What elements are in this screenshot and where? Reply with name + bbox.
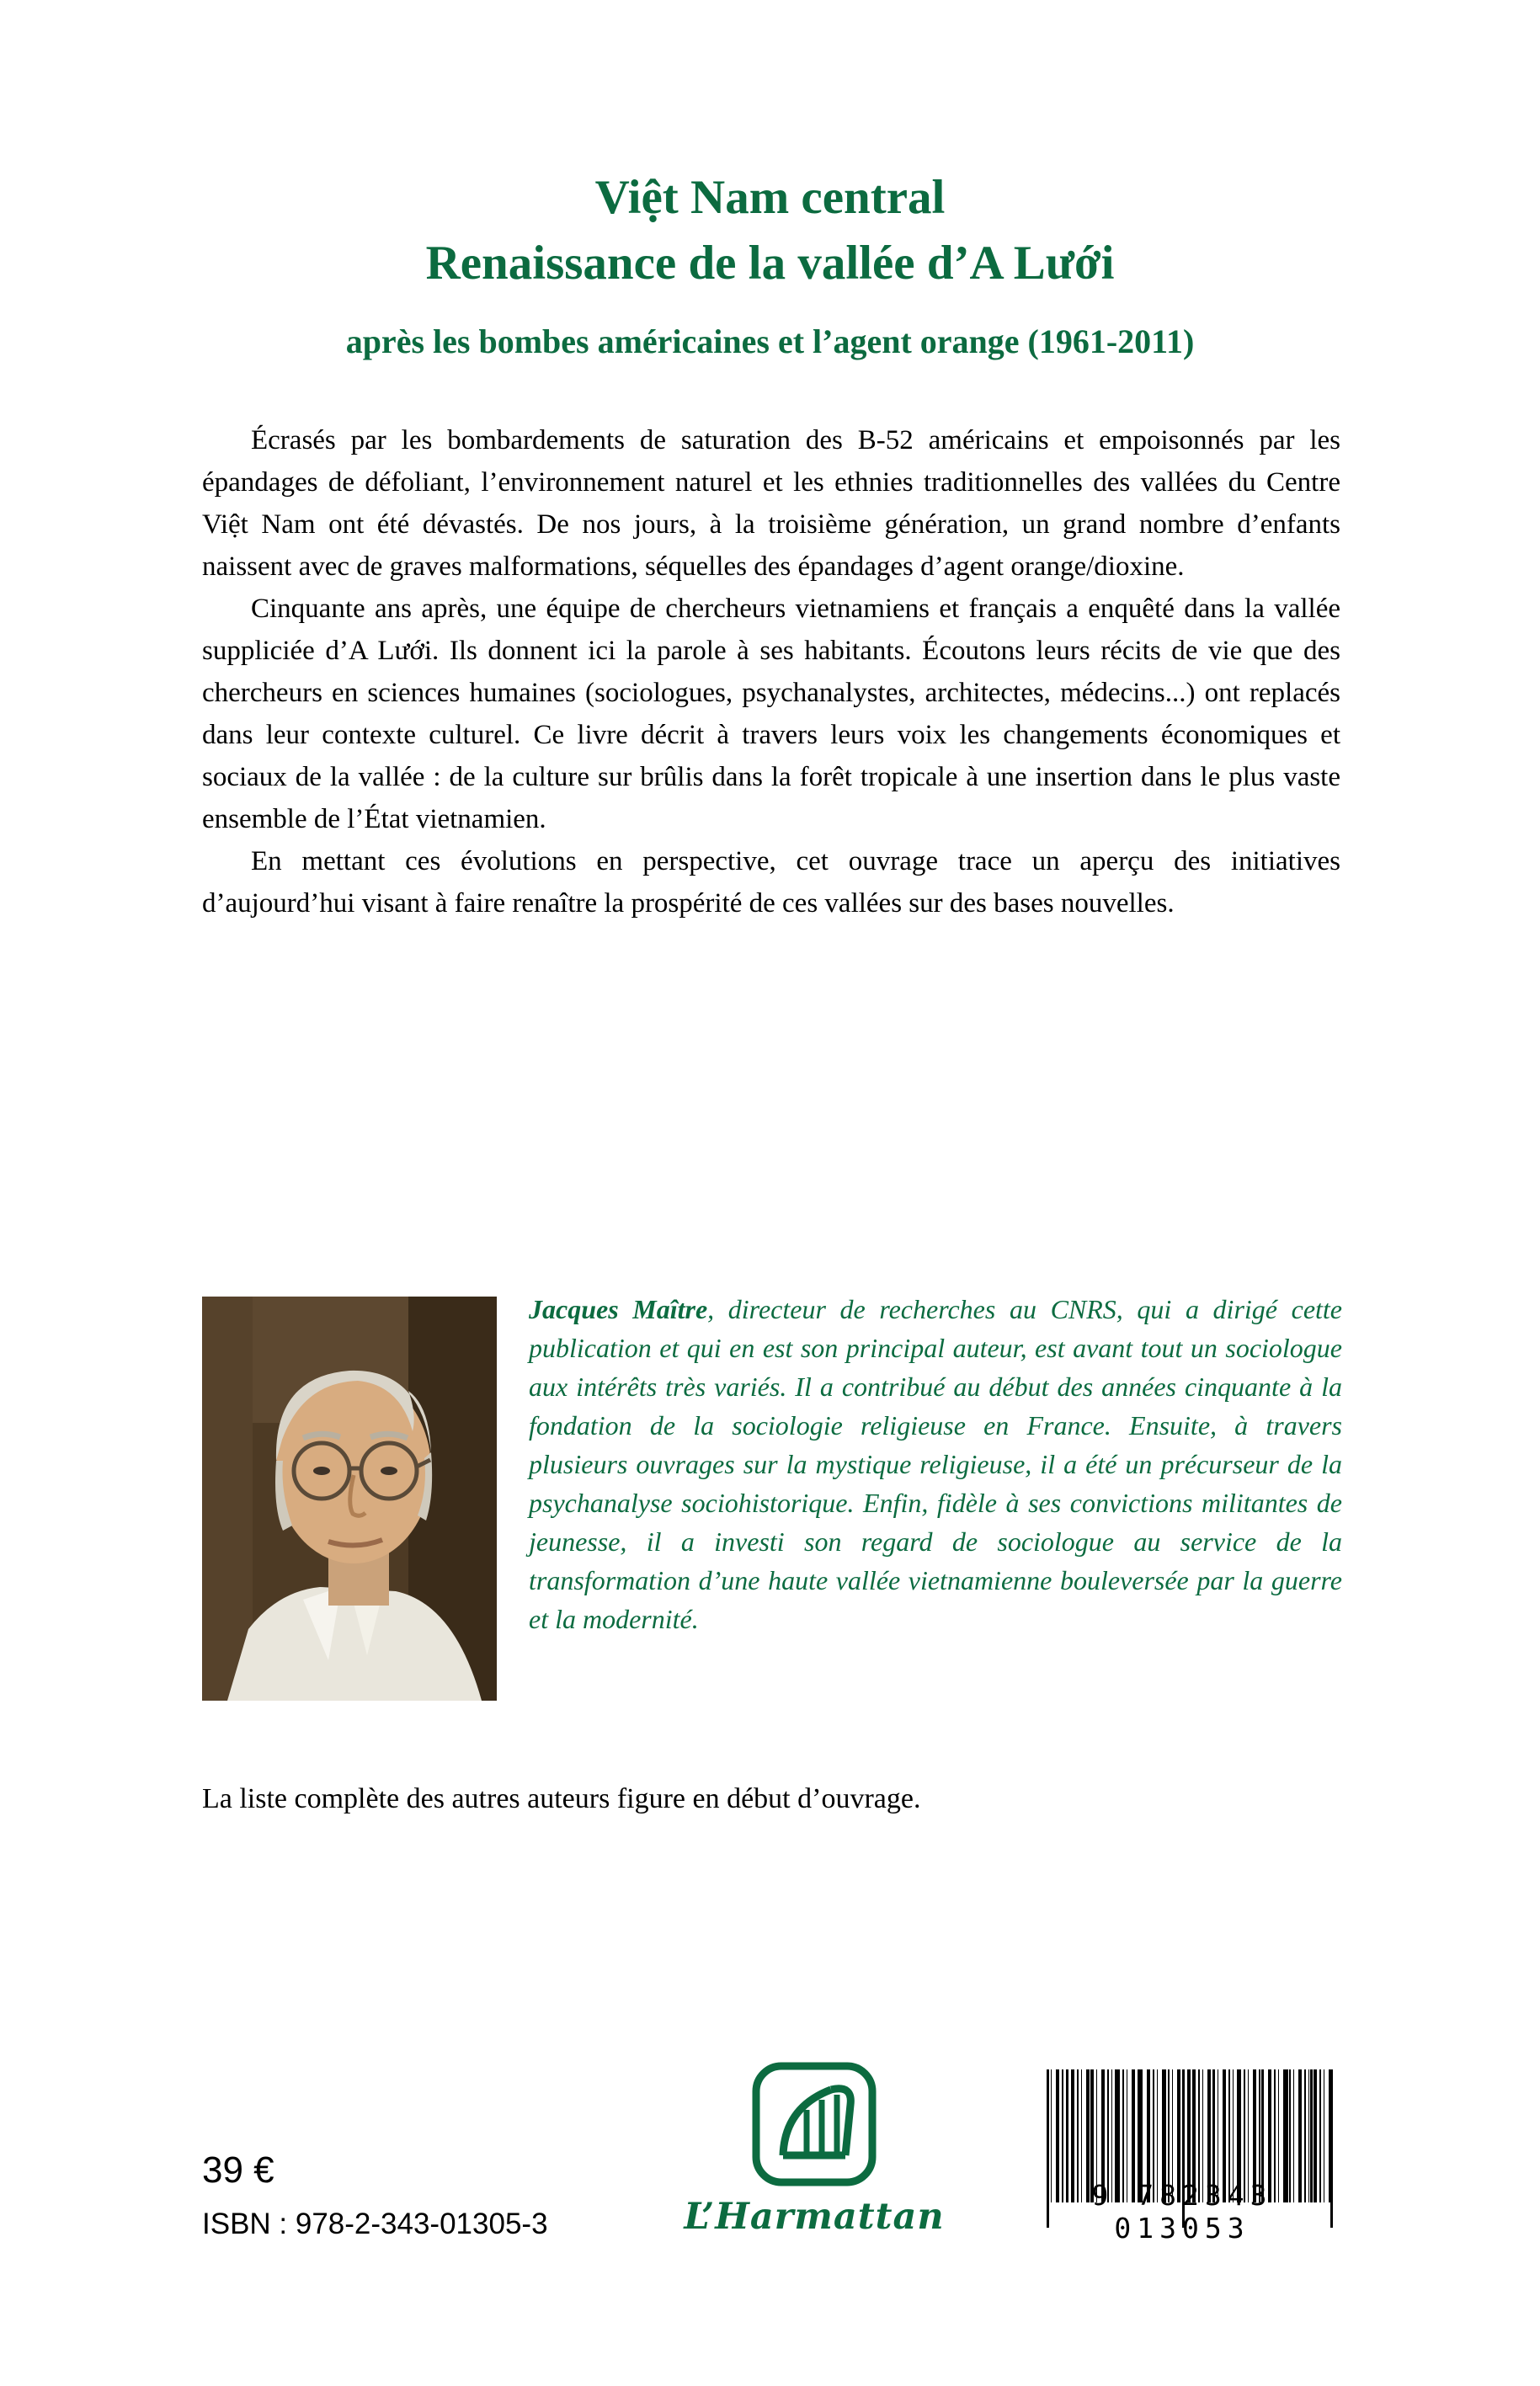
author-bio-text: , directeur de recherches au CNRS, qui a dirigé cette publication et qui en est son principal auteur, est avant tout un sociologue aux intérêts très variés. Il a contribué au début des années cinquante à la fondation de la sociologie religieuse en France. Ensuite, à travers plusieurs ouvrages sur la mystique religieuse, il a été un précurseur de la psychanalyse sociohistorique. Enfin, fidèle à ses convictions militantes de jeunesse, il a investi son regard de sociologue au service de la transformation d’une haute vallée vietnamienne bouleversée par la guerre et la modernité.: [529, 1294, 1343, 1634]
subtitle: après les bombes américaines et l’agent orange (1961-2011): [345, 322, 1195, 360]
barcode: [1023, 2064, 1341, 2251]
harmattan-emblem-icon: [751, 2061, 877, 2187]
barcode-number: 9 782343 013053: [1091, 2179, 1273, 2245]
author-bio: [529, 1290, 1342, 1638]
price-label: 39 €: [202, 2149, 274, 2191]
synopsis-paragraph-3: En mettant ces évolutions en perspective, cet ouvrage trace un aperçu des initiatives d’aujourd’hui visant à faire renaître la prospérité de ces vallées sur des bases nouvelles.: [202, 846, 1340, 919]
synopsis: [202, 419, 1340, 924]
publisher-logo-icon: [751, 2061, 877, 2187]
synopsis-paragraph-1: Écrasés par les bombardements de saturation des B-52 américains et empoisonnés par les épandages de défoliant, l’environnement naturel et les ethnies traditionnelles des vallées du Centre Việt Nam ont été dévastés. De nos jours, à la troisième génération, un grand nombre d’enfants naissent avec de graves malformations, séquelles des épandages d’agent orange/dioxine.: [202, 425, 1340, 582]
publisher-name: L’Harmattan: [684, 2196, 945, 2238]
author-name: Jacques Maître: [529, 1294, 708, 1324]
author-photo: [202, 1297, 497, 1701]
title-line-1: Việt Nam central: [594, 171, 946, 224]
title-block: [0, 165, 1540, 361]
isbn-label: ISBN : 978-2-343-01305-3: [202, 2208, 548, 2240]
author-portrait-illustration: [202, 1297, 497, 1701]
authors-note: La liste complète des autres auteurs figure en début d’ouvrage.: [202, 1783, 921, 1814]
synopsis-paragraph-2: Cinquante ans après, une équipe de chercheurs vietnamiens et français a enquêté dans la vallée suppliciée d’A Lưới. Ils donnent ici la parole à ses habitants. Écoutons leurs récits de vie que des chercheurs en sciences humaines (sociologues, psychanalystes, architectes, médecins...) ont replacés dans leur contexte culturel. Ce livre décrit à travers leurs voix les changements économiques et sociaux de la vallée : de la culture sur brûlis dans la forêt tropicale à une insertion dans le plus vaste ensemble de l’État vietnamien.: [202, 594, 1340, 834]
title-line-2: Renaissance de la vallée d’A Lưới: [425, 237, 1115, 290]
